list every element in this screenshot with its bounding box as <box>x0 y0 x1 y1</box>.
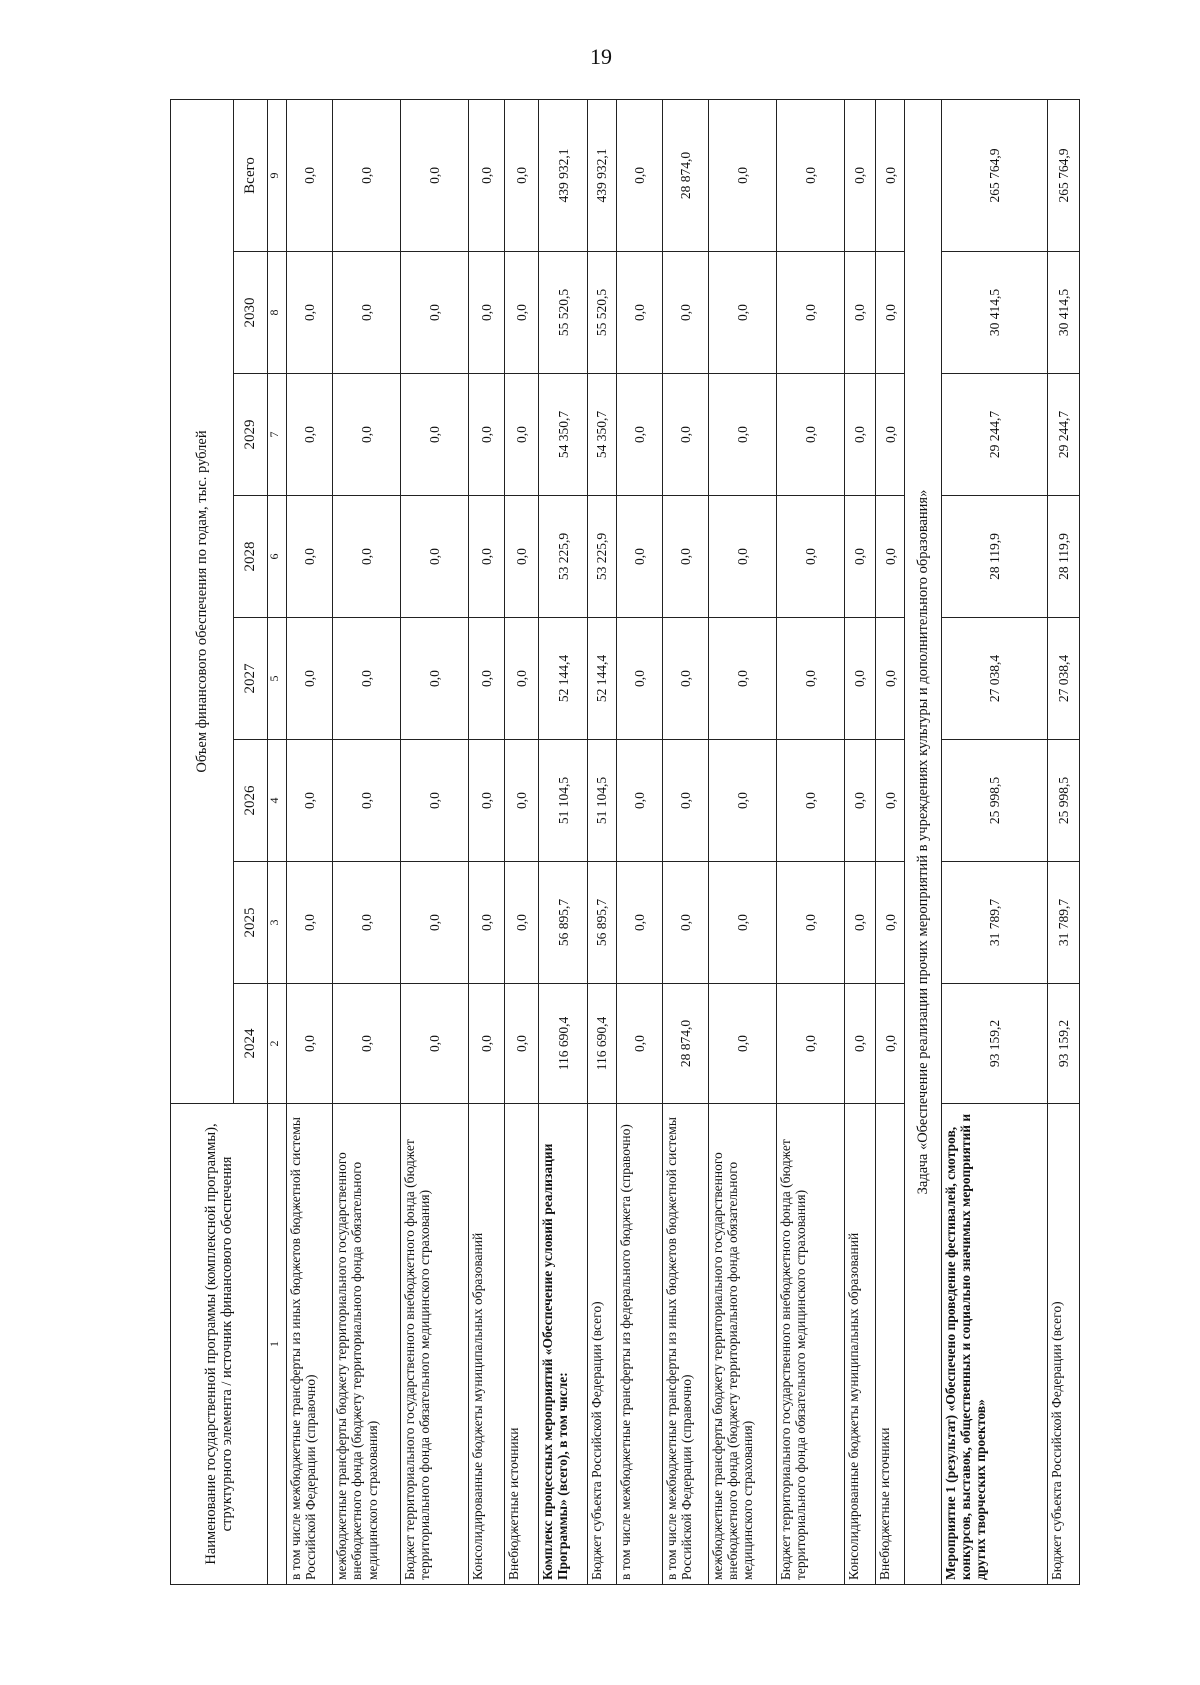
row-year-value: 0,0 <box>776 496 844 618</box>
column-number: 6 <box>267 496 286 618</box>
table-row <box>287 99 333 1584</box>
row-year-value: 29 244,7 <box>941 374 1048 496</box>
row-year-value: 0,0 <box>469 740 505 862</box>
row-total-value: 0,0 <box>401 99 469 251</box>
row-label: Комплекс процессных мероприятий «Обеспечение условий реализации Программы» (всего), в том числе: <box>539 1104 587 1585</box>
row-label: Бюджет территориального государственного внебюджетного фонда (бюджет территориального фонда обязательного медицинского страхования) <box>401 1104 469 1585</box>
column-number-row <box>267 99 286 1584</box>
row-year-value: 0,0 <box>776 984 844 1104</box>
row-label: в том числе межбюджетные трансферты из иных бюджетов бюджетной системы Российской Федерации (справочно) <box>662 1104 708 1585</box>
row-year-value: 0,0 <box>469 252 505 374</box>
row-year-value: 0,0 <box>616 740 662 862</box>
row-year-value: 51 104,5 <box>587 740 616 862</box>
table-row <box>776 99 844 1584</box>
table-row <box>333 99 401 1584</box>
year-header: 2025 <box>234 862 268 984</box>
row-label: в том числе межбюджетные трансферты из иных бюджетов бюджетной системы Российской Федерации (справочно) <box>287 1104 333 1585</box>
row-year-value: 0,0 <box>776 618 844 740</box>
row-year-value: 0,0 <box>876 984 905 1104</box>
row-year-value: 30 414,5 <box>1048 252 1080 374</box>
row-year-value: 0,0 <box>505 862 539 984</box>
column-number: 8 <box>267 252 286 374</box>
row-year-value: 0,0 <box>844 252 876 374</box>
row-year-value: 0,0 <box>776 374 844 496</box>
row-year-value: 0,0 <box>662 496 708 618</box>
row-year-value: 0,0 <box>505 740 539 862</box>
row-year-value: 0,0 <box>662 862 708 984</box>
row-year-value: 56 895,7 <box>539 862 587 984</box>
row-year-value: 93 159,2 <box>941 984 1048 1104</box>
table-row <box>616 99 662 1584</box>
row-year-value: 0,0 <box>401 496 469 618</box>
row-year-value: 28 119,9 <box>941 496 1048 618</box>
row-year-value: 27 038,4 <box>941 618 1048 740</box>
column-number: 3 <box>267 862 286 984</box>
row-year-value: 0,0 <box>662 374 708 496</box>
table-row <box>469 99 505 1584</box>
row-year-value: 56 895,7 <box>587 862 616 984</box>
row-year-value: 53 225,9 <box>539 496 587 618</box>
row-year-value: 0,0 <box>287 496 333 618</box>
row-total-value: 265 764,9 <box>941 99 1048 251</box>
row-year-value: 0,0 <box>469 862 505 984</box>
row-year-value: 0,0 <box>616 618 662 740</box>
row-year-value: 25 998,5 <box>1048 740 1080 862</box>
row-year-value: 0,0 <box>662 252 708 374</box>
row-total-value: 0,0 <box>709 99 777 251</box>
table-row <box>709 99 777 1584</box>
row-label: Бюджет субъекта Российской Федерации (всего) <box>1048 1104 1080 1585</box>
row-label: межбюджетные трансферты бюджету территориального государственного внебюджетного фонда (бюджету территориального фонда обязательного медицинского страхования) <box>333 1104 401 1585</box>
row-total-value: 0,0 <box>776 99 844 251</box>
row-label: Внебюджетные источники <box>505 1104 539 1585</box>
row-label: в том числе межбюджетные трансферты из федерального бюджета (справочно) <box>616 1104 662 1585</box>
row-year-value: 0,0 <box>616 374 662 496</box>
year-header: 2030 <box>234 252 268 374</box>
row-year-value: 0,0 <box>844 496 876 618</box>
row-year-value: 52 144,4 <box>539 618 587 740</box>
column-number: 4 <box>267 740 286 862</box>
row-label: Консолидированные бюджеты муниципальных образований <box>844 1104 876 1585</box>
row-label: Мероприятие 1 (результат) «Обеспечено проведение фестивалей, смотров, конкурсов, выставок, общественных и социально значимых мероприятий и других творческих проектов» <box>941 1104 1048 1585</box>
column-number: 5 <box>267 618 286 740</box>
row-year-value: 0,0 <box>876 496 905 618</box>
row-year-value: 0,0 <box>709 252 777 374</box>
row-year-value: 0,0 <box>709 496 777 618</box>
row-total-value: 0,0 <box>505 99 539 251</box>
row-year-value: 0,0 <box>616 252 662 374</box>
row-year-value: 0,0 <box>287 252 333 374</box>
row-year-value: 0,0 <box>844 374 876 496</box>
table-row <box>662 99 708 1584</box>
row-year-value: 28 874,0 <box>662 984 708 1104</box>
row-year-value: 51 104,5 <box>539 740 587 862</box>
row-year-value: 0,0 <box>401 618 469 740</box>
row-year-value: 0,0 <box>333 496 401 618</box>
row-year-value: 0,0 <box>401 984 469 1104</box>
row-year-value: 0,0 <box>876 374 905 496</box>
row-year-value: 0,0 <box>333 740 401 862</box>
row-total-value: 0,0 <box>876 99 905 251</box>
row-year-value: 0,0 <box>469 496 505 618</box>
row-label: Бюджет территориального государственного внебюджетного фонда (бюджет территориального фонда обязательного медицинского страхования) <box>776 1104 844 1585</box>
table-row <box>505 99 539 1584</box>
row-year-value: 0,0 <box>876 618 905 740</box>
row-total-value: 439 932,1 <box>587 99 616 251</box>
year-header: 2024 <box>234 984 268 1104</box>
row-year-value: 0,0 <box>709 862 777 984</box>
row-year-value: 0,0 <box>505 374 539 496</box>
row-year-value: 0,0 <box>776 740 844 862</box>
row-year-value: 55 520,5 <box>539 252 587 374</box>
row-year-value: 0,0 <box>876 862 905 984</box>
year-header: 2028 <box>234 496 268 618</box>
row-total-value: 0,0 <box>469 99 505 251</box>
table-row <box>539 99 587 1584</box>
table-row <box>1048 99 1080 1584</box>
row-year-value: 0,0 <box>844 862 876 984</box>
row-year-value: 0,0 <box>662 618 708 740</box>
row-year-value: 25 998,5 <box>941 740 1048 862</box>
row-year-value: 0,0 <box>287 740 333 862</box>
row-year-value: 0,0 <box>401 740 469 862</box>
row-year-value: 93 159,2 <box>1048 984 1080 1104</box>
row-year-value: 54 350,7 <box>587 374 616 496</box>
table-row <box>587 99 616 1584</box>
row-year-value: 0,0 <box>469 618 505 740</box>
row-year-value: 116 690,4 <box>539 984 587 1104</box>
column-number: 7 <box>267 374 286 496</box>
row-year-value: 30 414,5 <box>941 252 1048 374</box>
row-year-value: 0,0 <box>876 740 905 862</box>
row-year-value: 0,0 <box>709 374 777 496</box>
row-year-value: 55 520,5 <box>587 252 616 374</box>
row-label: Консолидированные бюджеты муниципальных образований <box>469 1104 505 1585</box>
row-year-value: 0,0 <box>709 740 777 862</box>
row-total-value: 0,0 <box>333 99 401 251</box>
row-year-value: 31 789,7 <box>941 862 1048 984</box>
row-total-value: 0,0 <box>287 99 333 251</box>
column-number: 1 <box>267 1104 286 1585</box>
table-row <box>876 99 905 1584</box>
row-label: Внебюджетные источники <box>876 1104 905 1585</box>
table-row <box>401 99 469 1584</box>
row-year-value: 0,0 <box>776 252 844 374</box>
total-header: Всего <box>234 99 268 251</box>
row-year-value: 28 119,9 <box>1048 496 1080 618</box>
row-year-value: 0,0 <box>401 862 469 984</box>
row-year-value: 0,0 <box>333 984 401 1104</box>
row-year-value: 0,0 <box>333 618 401 740</box>
row-year-value: 53 225,9 <box>587 496 616 618</box>
row-year-value: 0,0 <box>876 252 905 374</box>
task-title: Задача «Обеспечение реализации прочих мероприятий в учреждениях культуры и дополнительного образования» <box>905 99 941 1584</box>
column-number: 9 <box>267 99 286 251</box>
row-total-value: 0,0 <box>844 99 876 251</box>
row-year-value: 0,0 <box>844 618 876 740</box>
row-year-value: 0,0 <box>333 862 401 984</box>
row-year-value: 0,0 <box>776 862 844 984</box>
year-header: 2027 <box>234 618 268 740</box>
page-number: 19 <box>590 44 612 69</box>
table-row <box>941 99 1048 1584</box>
header-row-1 <box>171 99 234 1584</box>
row-year-value: 0,0 <box>505 984 539 1104</box>
row-year-value: 0,0 <box>401 374 469 496</box>
row-total-value: 439 932,1 <box>539 99 587 251</box>
row-year-value: 0,0 <box>401 252 469 374</box>
row-year-value: 0,0 <box>616 862 662 984</box>
row-year-value: 29 244,7 <box>1048 374 1080 496</box>
row-year-value: 0,0 <box>616 984 662 1104</box>
row-year-value: 0,0 <box>505 496 539 618</box>
row-year-value: 27 038,4 <box>1048 618 1080 740</box>
year-header: 2026 <box>234 740 268 862</box>
row-year-value: 0,0 <box>844 740 876 862</box>
row-label: межбюджетные трансферты бюджету территориального государственного внебюджетного фонда (бюджету территориального фонда обязательного медицинского страхования) <box>709 1104 777 1585</box>
row-year-value: 0,0 <box>469 374 505 496</box>
row-year-value: 0,0 <box>333 374 401 496</box>
row-year-value: 54 350,7 <box>539 374 587 496</box>
task-row <box>905 99 941 1584</box>
row-year-value: 0,0 <box>505 252 539 374</box>
table-row <box>844 99 876 1584</box>
row-year-value: 0,0 <box>333 252 401 374</box>
row-year-value: 52 144,4 <box>587 618 616 740</box>
row-year-value: 0,0 <box>287 862 333 984</box>
row-year-value: 0,0 <box>505 618 539 740</box>
row-total-value: 28 874,0 <box>662 99 708 251</box>
row-year-value: 116 690,4 <box>587 984 616 1104</box>
funding-table <box>170 99 1080 1585</box>
row-year-value: 0,0 <box>662 740 708 862</box>
row-year-value: 0,0 <box>287 618 333 740</box>
row-year-value: 0,0 <box>287 374 333 496</box>
row-year-value: 31 789,7 <box>1048 862 1080 984</box>
row-year-value: 0,0 <box>844 984 876 1104</box>
row-year-value: 0,0 <box>616 496 662 618</box>
rotated-table-container <box>170 100 1080 1585</box>
amount-group-header: Объем финансового обеспечения по годам, тыс. рублей <box>171 99 234 1103</box>
row-year-value: 0,0 <box>469 984 505 1104</box>
row-total-value: 265 764,9 <box>1048 99 1080 251</box>
row-year-value: 0,0 <box>709 618 777 740</box>
column-number: 2 <box>267 984 286 1104</box>
row-year-value: 0,0 <box>287 984 333 1104</box>
row-total-value: 0,0 <box>616 99 662 251</box>
name-column-header: Наименование государственной программы (комплексной программы), структурного элемента / источник финансового обеспечения <box>171 1104 268 1585</box>
row-label: Бюджет субъекта Российской Федерации (всего) <box>587 1104 616 1585</box>
year-header: 2029 <box>234 374 268 496</box>
row-year-value: 0,0 <box>709 984 777 1104</box>
